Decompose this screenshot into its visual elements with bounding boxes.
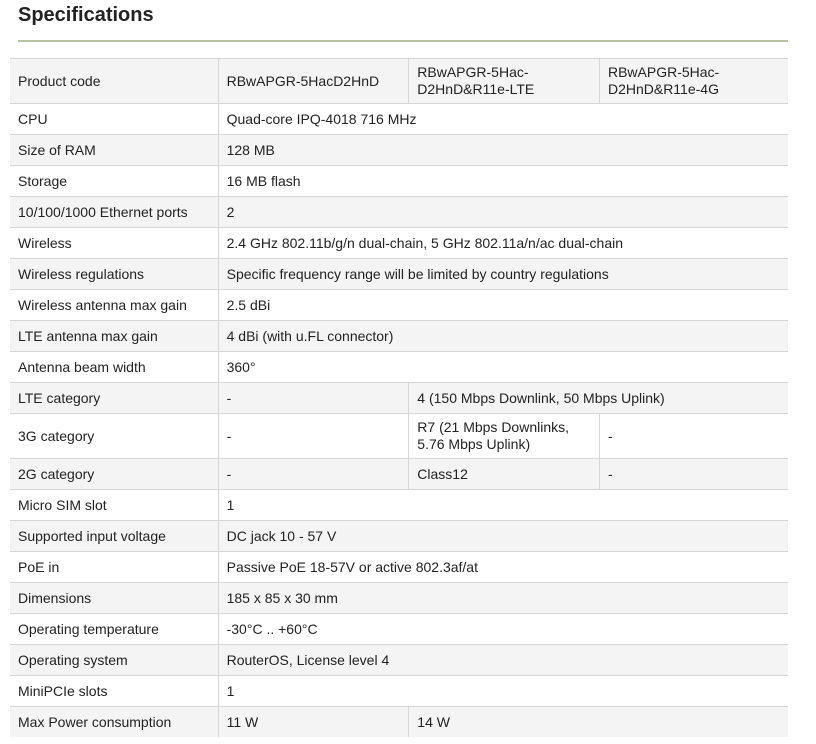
row-value: Quad-core IPQ-4018 716 MHz	[218, 104, 788, 135]
row-value: Class12	[409, 459, 600, 490]
table-row	[10, 521, 788, 552]
row-value: -	[599, 459, 788, 490]
row-value: Specific frequency range will be limited by country regulations	[218, 259, 788, 290]
row-value: 14 W	[409, 707, 788, 738]
specifications-table	[10, 58, 788, 737]
table-row	[10, 290, 788, 321]
product-code-3: RBwAPGR-5Hac-D2HnD&R11e-4G	[599, 59, 788, 104]
table-row	[10, 414, 788, 459]
row-value: 2	[218, 197, 788, 228]
table-row	[10, 383, 788, 414]
product-code-2: RBwAPGR-5Hac-D2HnD&R11e-LTE	[409, 59, 600, 104]
row-label: LTE category	[10, 383, 218, 414]
table-row	[10, 135, 788, 166]
row-label: Dimensions	[10, 583, 218, 614]
row-value: Passive PoE 18-57V or active 802.3af/at	[218, 552, 788, 583]
product-code-1: RBwAPGR-5HacD2HnD	[218, 59, 409, 104]
row-label: Operating system	[10, 645, 218, 676]
table-row	[10, 104, 788, 135]
table-row	[10, 490, 788, 521]
row-label: Supported input voltage	[10, 521, 218, 552]
row-label: Max Power consumption	[10, 707, 218, 738]
row-value: 11 W	[218, 707, 409, 738]
row-label: Wireless antenna max gain	[10, 290, 218, 321]
row-label: Wireless	[10, 228, 218, 259]
row-label: CPU	[10, 104, 218, 135]
row-label: Product code	[10, 59, 218, 104]
row-label: 10/100/1000 Ethernet ports	[10, 197, 218, 228]
row-label: Wireless regulations	[10, 259, 218, 290]
table-row	[10, 321, 788, 352]
table-header-row	[10, 59, 788, 104]
row-label: Storage	[10, 166, 218, 197]
table-row	[10, 166, 788, 197]
table-row	[10, 459, 788, 490]
row-label: Micro SIM slot	[10, 490, 218, 521]
row-value: -	[599, 414, 788, 459]
row-value: 4 dBi (with u.FL connector)	[218, 321, 788, 352]
row-label: LTE antenna max gain	[10, 321, 218, 352]
row-label: MiniPCIe slots	[10, 676, 218, 707]
table-row	[10, 645, 788, 676]
table-row	[10, 614, 788, 645]
row-value: -30°C .. +60°C	[218, 614, 788, 645]
row-value: 1	[218, 490, 788, 521]
row-value: -	[218, 459, 409, 490]
row-value: 2.4 GHz 802.11b/g/n dual-chain, 5 GHz 802.11a/n/ac dual-chain	[218, 228, 788, 259]
row-value: 185 x 85 x 30 mm	[218, 583, 788, 614]
row-value: 2.5 dBi	[218, 290, 788, 321]
row-value: 128 MB	[218, 135, 788, 166]
row-value: 16 MB flash	[218, 166, 788, 197]
table-row	[10, 707, 788, 738]
page-title: Specifications	[18, 4, 154, 26]
row-value: 4 (150 Mbps Downlink, 50 Mbps Uplink)	[409, 383, 788, 414]
table-row	[10, 352, 788, 383]
table-row	[10, 228, 788, 259]
row-value: -	[218, 414, 409, 459]
table-row	[10, 676, 788, 707]
row-value: -	[218, 383, 409, 414]
row-label: PoE in	[10, 552, 218, 583]
row-value: 360°	[218, 352, 788, 383]
table-row	[10, 552, 788, 583]
row-label: 2G category	[10, 459, 218, 490]
row-label: Size of RAM	[10, 135, 218, 166]
row-label: 3G category	[10, 414, 218, 459]
table-row	[10, 259, 788, 290]
row-value: 1	[218, 676, 788, 707]
table-row	[10, 583, 788, 614]
row-value: R7 (21 Mbps Downlinks, 5.76 Mbps Uplink)	[409, 414, 600, 459]
row-value: RouterOS, License level 4	[218, 645, 788, 676]
row-label: Operating temperature	[10, 614, 218, 645]
row-value: DC jack 10 - 57 V	[218, 521, 788, 552]
table-row	[10, 197, 788, 228]
title-divider	[18, 40, 788, 42]
row-label: Antenna beam width	[10, 352, 218, 383]
